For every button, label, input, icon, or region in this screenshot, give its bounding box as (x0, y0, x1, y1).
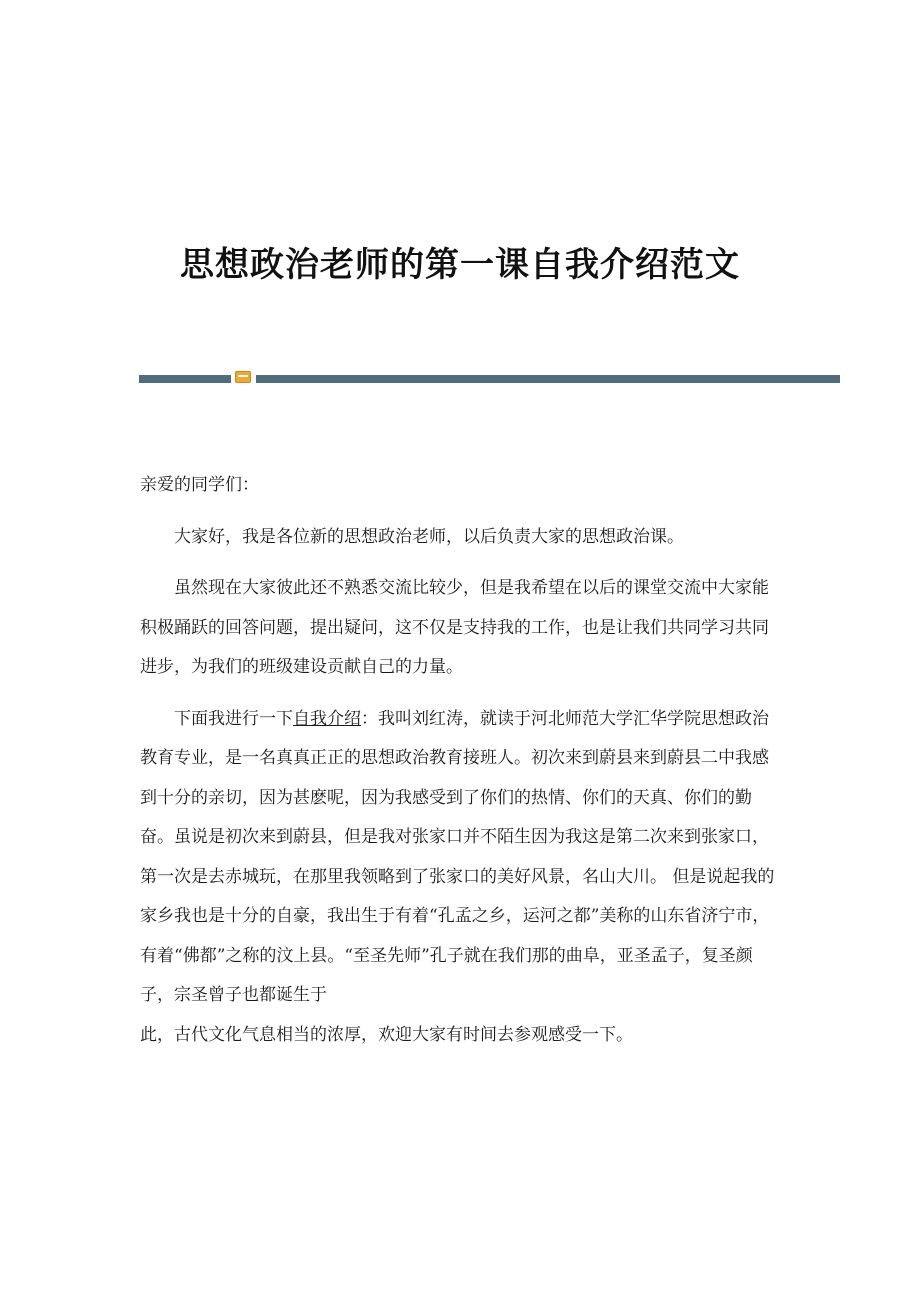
title-divider (139, 375, 840, 383)
paragraph-hope: 虽然现在大家彼此还不熟悉交流比较少，但是我希望在以后的课堂交流中大家能积极踊跃的回答问题，提出疑问，这不仅是支持我的工作，也是让我们共同学习共同进步，为我们的班级建设贡献自己的力量。 (140, 578, 769, 677)
paragraph-self-intro (140, 700, 780, 1016)
document-title: 思想政治老师的第一课自我介绍范文 (180, 244, 740, 285)
divider-bar-left (139, 375, 231, 383)
paragraph-self-intro-lead: 下面我进行一下 (174, 708, 293, 729)
self-intro-link[interactable]: 自我介绍 (293, 708, 361, 729)
paragraph-intro: 大家好，我是各位新的思想政治老师，以后负责大家的思想政治课。 (174, 526, 684, 547)
divider-bar-right (256, 375, 840, 383)
document-body (140, 466, 780, 1067)
paragraph-self-intro-tail: 此，古代文化气息相当的浓厚，欢迎大家有时间去参观感受一下。 (140, 1024, 633, 1045)
divider-marker-icon (235, 371, 251, 383)
paragraph-self-intro-text: ：我叫刘红涛，就读于河北师范大学汇华学院思想政治教育专业，是一名真真正正的思想政治教育接班人。初次来到蔚县来到蔚县二中我感到十分的亲切，因为甚麽呢，因为我感受到了你们的热情、你们的天真、你们的勤奋。虽说是初次来到蔚县，但是我对张家口并不陌生因为我这是第二次来到张家口，第一次是去赤城玩，在那里我领略到了张家口的美好风景，名山大川。 但是说起我的家乡我也是十分的自豪，我出生于有着“孔孟之乡，运河之都”美称的山东省济宁市，有着“佛都”之称的汶上县。“至圣先师”孔子就在我们那的曲阜，亚圣孟子，复圣颜子，宗圣曾子也都诞生于 (140, 708, 775, 1005)
greeting: 亲爱的同学们： (140, 475, 259, 495)
